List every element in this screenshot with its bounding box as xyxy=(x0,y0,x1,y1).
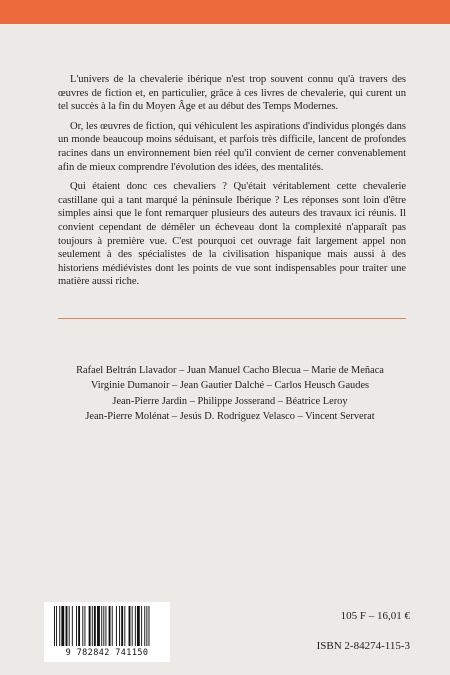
blurb-paragraph-1: L'univers de la chevalerie ibérique n'est trop souvent connu qu'à travers des œuvres de fiction et, en particulier, grâce à ces livres de chevalerie, qui curent un tel succès à la fin du Moyen Âge et au début des Temps Modernes. xyxy=(58,74,406,113)
barcode-bars xyxy=(52,606,162,648)
blurb-paragraph-2: Or, les œuvres de fiction, qui véhiculent les aspirations d'individus plongés dans un monde beaucoup moins séduisant, et parfois très difficile, lancent de profondes racines dans un environnement bien réel qu'il convient de cerner convenablement afin de mieux comprendre l'évolution des idées, des mentalités. xyxy=(58,120,406,173)
barcode xyxy=(44,602,170,662)
author-line-3: Jean-Pierre Jardin – Philippe Josserand – Béatrice Leroy xyxy=(112,395,348,407)
top-orange-band xyxy=(0,0,450,24)
back-cover-blurb xyxy=(58,73,406,295)
author-line-2: Virginie Dumanoir – Jean Gautier Dalché – Carlos Heusch Gaudes xyxy=(90,380,370,392)
price-label: 105 F – 16,01 € xyxy=(340,610,410,622)
isbn-label: ISBN 2-84274-115-3 xyxy=(316,640,410,652)
author-line-1: Rafael Beltrán Llavador – Juan Manuel Cacho Blecua – Marie de Meñaca xyxy=(76,365,384,376)
author-line-4: Jean-Pierre Molénat – Jesús D. Rodríguez Velasco – Vincent Serverat xyxy=(85,410,375,422)
barcode-digits: 9 782842 741150 xyxy=(65,648,149,658)
blurb-paragraph-3: Qui étaient donc ces chevaliers ? Qu'était véritablement cette chevalerie castillane qui a tant marqué la péninsule Ibérique ? Les réponses sont loin d'être simples ainsi que le font remarquer plusieurs des auteurs des travaux ici réunis. Il convient cependant de démêler un écheveau dont la complexité n'apparaît pas toujours à première vue. C'est pourquoi cet ouvrage fait largement appel non seulement à des spécialistes de la civilisation hispanique mais aussi à des historiens médiévistes dont les points de vue sont indispensables pour traiter une matière aussi riche. xyxy=(58,181,406,288)
author-list xyxy=(40,363,420,424)
divider-rule xyxy=(58,318,406,319)
